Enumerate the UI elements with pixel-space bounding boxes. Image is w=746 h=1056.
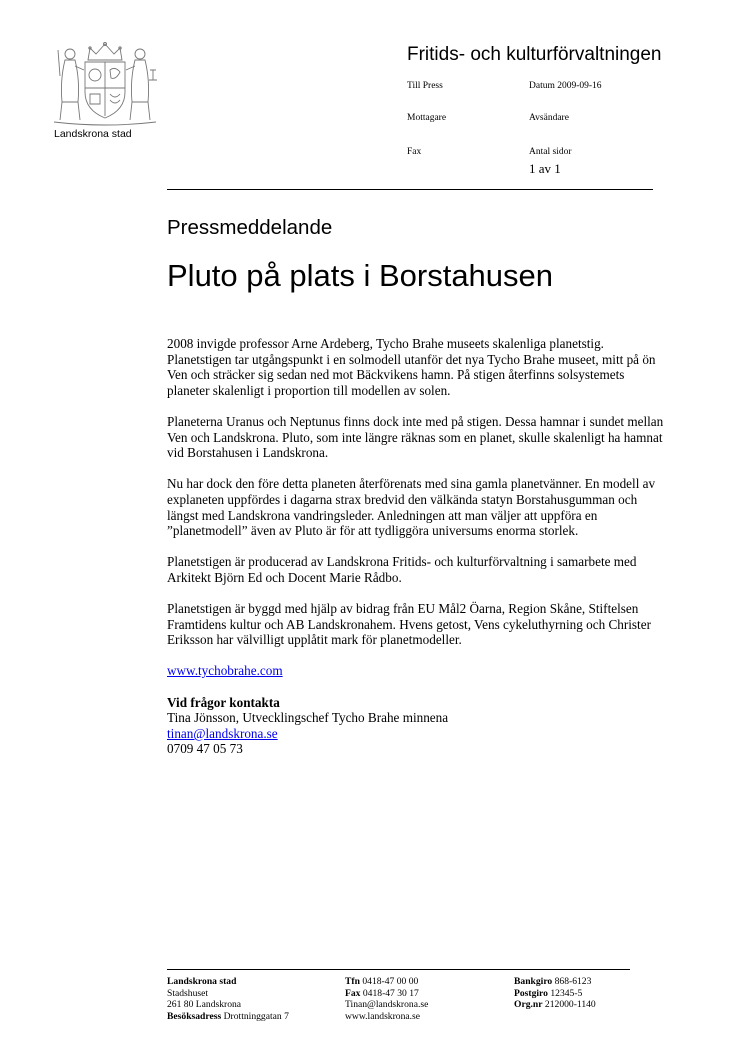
paragraph: Planetstigen är byggd med hjälp av bidrag från EU Mål2 Öarna, Region Skåne, Stiftelsen Framtidens kultur och AB Landskronahem. Hvens getost, Vens cykeluthyrning och Christer Eriksson har välvilligt upplåtit mark för planetmodeller. bbox=[167, 601, 651, 648]
contact-heading: Vid frågor kontakta bbox=[167, 694, 280, 710]
fax-label: Fax bbox=[407, 147, 422, 157]
logo-name: Landskrona stad bbox=[54, 128, 132, 140]
visit-value: Drottninggatan 7 bbox=[223, 1010, 289, 1022]
footer-email: Tinan@landskrona.se bbox=[345, 999, 429, 1011]
paragraph: Planetstigen är producerad av Landskrona Fritids- och kulturförvaltning i samarbete med Arkitekt Björn Ed och Docent Marie Rådbo. bbox=[167, 554, 637, 585]
department-title: Fritids- och kulturförvaltningen bbox=[407, 44, 662, 65]
fax-value: 0418-47 30 17 bbox=[362, 987, 419, 999]
tel-value: 0418-47 00 00 bbox=[362, 976, 419, 987]
bankgiro-value: 868-6123 bbox=[554, 976, 592, 987]
footer-address bbox=[167, 976, 289, 1022]
footer-contact bbox=[345, 976, 428, 1022]
sender-label: Avsändare bbox=[529, 113, 569, 123]
orgnr-label: Org.nr bbox=[514, 999, 543, 1011]
paragraph: Planeterna Uranus och Neptunus finns dock inte med på stigen. Dessa hamnar i sundet mellan Ven och Landskrona. Pluto, som inte längre räknas som en planet, skulle skalenligt ha hamnat vid Borstahusen i Landskrona. bbox=[167, 413, 664, 461]
contact-name: Tina Jönsson, Utvecklingschef Tycho Brahe minnena bbox=[167, 710, 449, 726]
paragraph: 2008 invigde professor Arne Ardeberg, Tycho Brahe museets skalenliga planetstig. Planetstigen tar utgångspunkt i en solmodell utanför det nya Tycho Brahe museet, mitt på ön Ven och sträcker sig sedan ned mot Bäckvikens hamn. På stigen återfinns solsystemets planeter skalenligt i proportion till modellen av solen. bbox=[167, 336, 656, 398]
page-title: Pluto på plats i Borstahusen bbox=[167, 258, 554, 293]
bankgiro-label: Bankgiro bbox=[514, 976, 553, 987]
visit-label: Besöksadress bbox=[167, 1010, 222, 1022]
pages-value: 1 av 1 bbox=[529, 161, 561, 176]
tel-label: Tfn bbox=[345, 976, 360, 987]
logo bbox=[44, 40, 162, 140]
footer-divider bbox=[167, 969, 630, 970]
contact-block bbox=[167, 695, 667, 757]
body-text bbox=[167, 336, 667, 757]
paragraph: Nu har dock den före detta planeten återförenats med sina gamla planetvänner. En modell av explaneten uppfördes i dagarna strax bredvid den välkända statyn Borstahusgumman och längst med Landskrona vandringsleder. Anledningen att man väljer att uppföra en ”planetmodell” även av Pluto är för att tydliggöra universums enorma storlek. bbox=[167, 476, 656, 539]
postgiro-label: Postgiro bbox=[514, 987, 548, 999]
footer-line: 261 80 Landskrona bbox=[167, 999, 242, 1011]
fax-label: Fax bbox=[345, 987, 361, 999]
footer-line: Stadshuset bbox=[167, 987, 209, 999]
contact-phone: 0709 47 05 73 bbox=[167, 741, 243, 757]
header-divider bbox=[167, 189, 653, 190]
footer-web: www.landskrona.se bbox=[345, 1010, 421, 1022]
landskrona-coat-of-arms-icon bbox=[50, 40, 160, 126]
contact-email-link[interactable]: tinan@landskrona.se bbox=[167, 725, 278, 741]
footer-org: Landskrona stad bbox=[167, 976, 237, 987]
recipient-label: Mottagare bbox=[407, 113, 447, 123]
postgiro-value: 12345-5 bbox=[550, 987, 583, 999]
document-type: Pressmeddelande bbox=[167, 216, 333, 239]
footer-payment bbox=[514, 976, 596, 1011]
date-label: Datum 2009-09-16 bbox=[529, 81, 602, 91]
pages-label: Antal sidor bbox=[529, 147, 572, 157]
to-label: Till Press bbox=[407, 81, 443, 91]
orgnr-value: 212000-1140 bbox=[544, 999, 596, 1011]
website-link[interactable]: www.tychobrahe.com bbox=[167, 663, 283, 679]
